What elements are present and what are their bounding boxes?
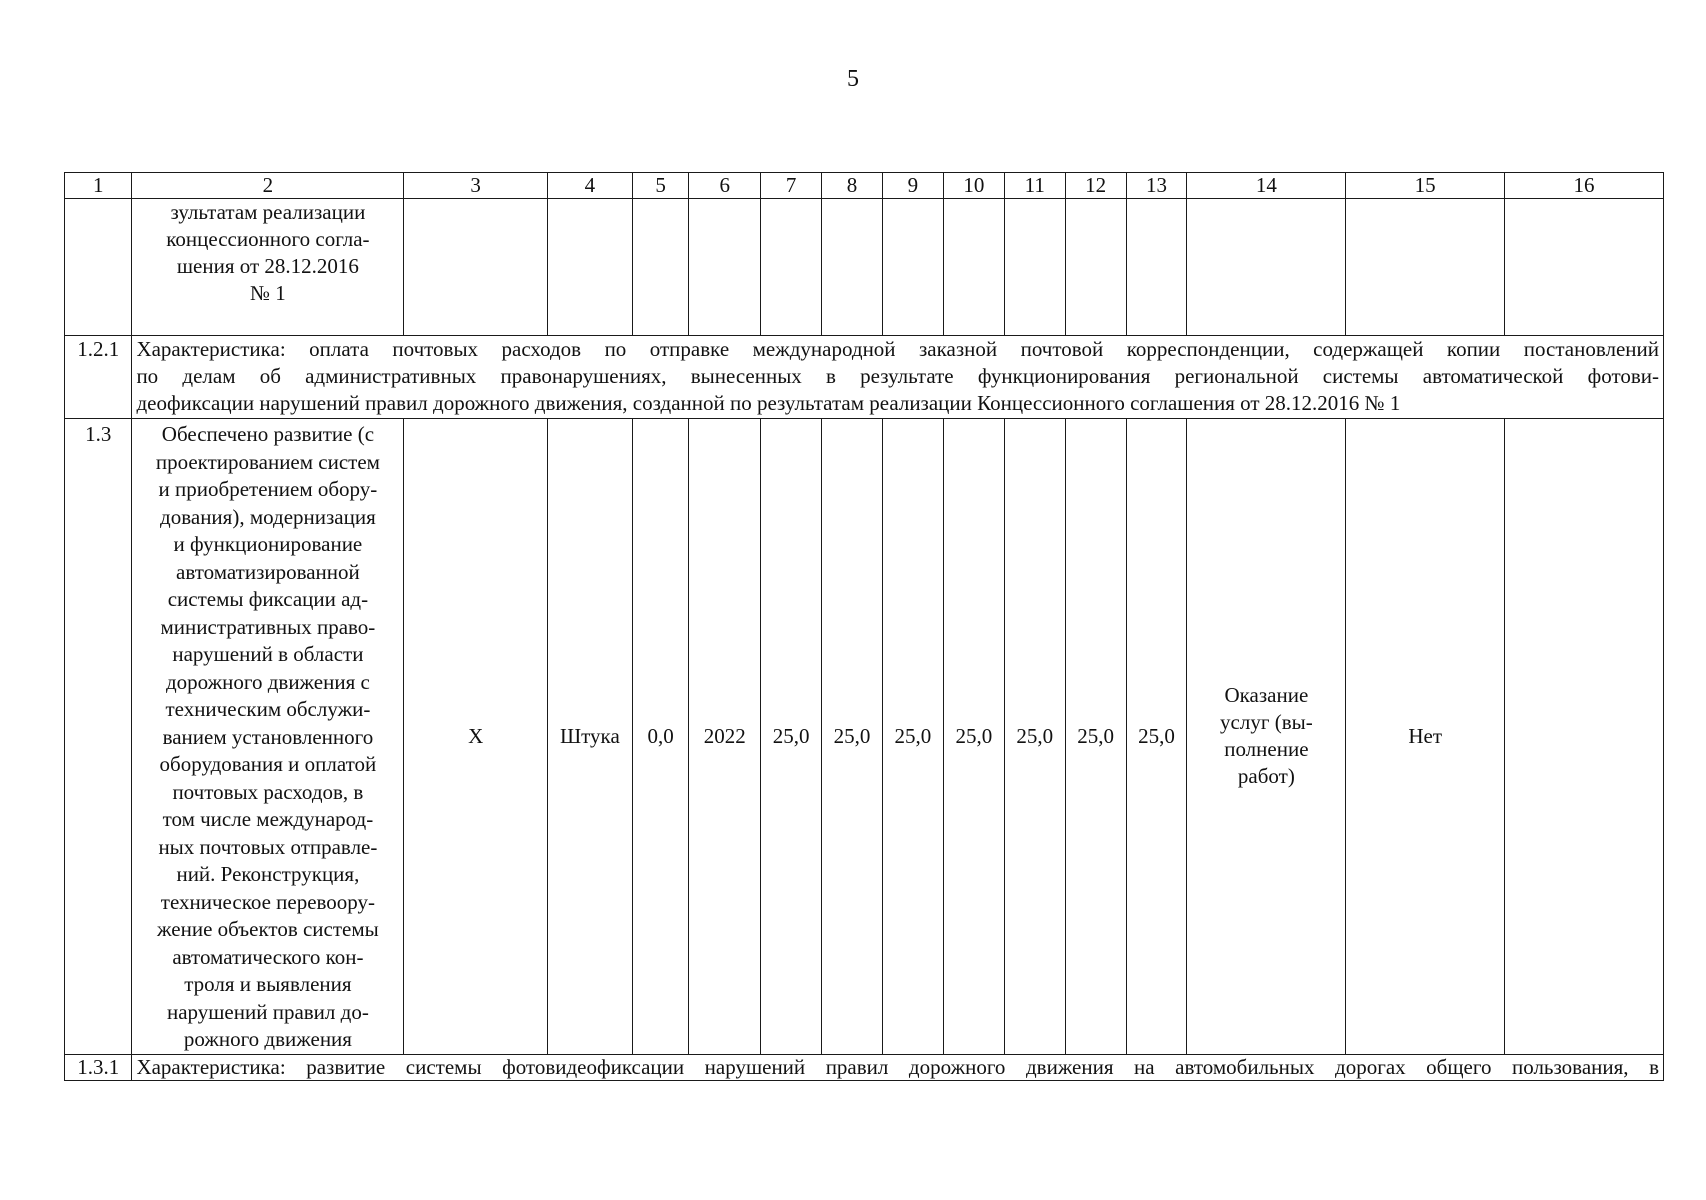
header-row [65,173,1664,199]
column-number: 2 [132,173,404,199]
type-cell: Оказание услуг (вы- полнение работ) [1187,419,1346,1055]
value-cell: 25,0 [882,419,943,1055]
empty-cell [882,199,943,336]
column-number: 16 [1505,173,1664,199]
column-number: 3 [404,173,548,199]
row-number-cell: 1.3.1 [65,1054,132,1080]
value-cell: 25,0 [761,419,822,1055]
empty-cell [689,199,761,336]
column-number: 15 [1346,173,1505,199]
text-line: Характеристика: оплата почтовых расходов по отправке международной заказной почтовой корреспонденции, содержащей копии постановлений [136,337,1659,361]
column-number: 12 [1065,173,1126,199]
row-number-cell: 1.3 [65,419,132,1055]
column-number: 6 [689,173,761,199]
column-number: 11 [1004,173,1065,199]
table-row [65,1054,1664,1080]
value-cell: 25,0 [1126,419,1187,1055]
empty-cell [1505,199,1664,336]
empty-cell [943,199,1004,336]
page-number: 5 [847,66,859,92]
column-number: 1 [65,173,132,199]
empty-cell [1065,199,1126,336]
row-number-cell: 1.2.1 [65,336,132,419]
value-cell: 25,0 [943,419,1004,1055]
empty-cell [1004,199,1065,336]
indicators-table [64,172,1664,1081]
empty-cell [404,199,548,336]
text-line: деофиксации нарушений правил дорожного движения, созданной по результатам реализации Концессионного соглашения от 28.12.2016 № 1 [136,391,1401,415]
description-cell: Обеспечено развитие (с проектированием систем и приобретением обору- дования), модернизация и функционирование автоматизированной системы фиксации ад- министративных право- нарушений в области дорожного движения с техническим обслужи- ванием установленного оборудования и оплатой почтовых расходов, в том числе международ- ных почтовых отправле- ний. Реконструкция, техническое перевоору- жение объектов системы автоматического кон- троля и выявления нарушений правил до- рожного движения [132,419,404,1055]
characteristic-text [132,336,1664,419]
flag-cell: Нет [1346,419,1505,1055]
row-number-cell [65,199,132,336]
empty-cell [822,199,883,336]
value-cell: 25,0 [822,419,883,1055]
table-row [65,336,1664,419]
empty-cell [632,199,689,336]
column-number: 8 [822,173,883,199]
column-number: 13 [1126,173,1187,199]
base-value-cell: 0,0 [632,419,689,1055]
column-number: 14 [1187,173,1346,199]
column-number: 9 [882,173,943,199]
column-number: 5 [632,173,689,199]
empty-cell [1126,199,1187,336]
empty-cell [761,199,822,336]
empty-cell [1346,199,1505,336]
column-number: 4 [547,173,632,199]
column-number: 7 [761,173,822,199]
base-year-cell: 2022 [689,419,761,1055]
continuation-text: зультатам реализации концессионного согла- шения от 28.12.2016 № 1 [132,199,404,336]
characteristic-text [132,1054,1664,1080]
table-row [65,199,1664,336]
table-row [65,419,1664,1055]
empty-cell [547,199,632,336]
empty-cell [1505,419,1664,1055]
column-number: 10 [943,173,1004,199]
value-cell: 25,0 [1065,419,1126,1055]
value-cell: 25,0 [1004,419,1065,1055]
empty-cell [1187,199,1346,336]
text-line: Характеристика: развитие системы фотовидеофиксации нарушений правил дорожного движения на автомобильных дорогах общего пользования, в [136,1054,1659,1079]
cell-c3: X [404,419,548,1055]
unit-cell: Штука [547,419,632,1055]
text-line: по делам об административных правонарушениях, вынесенных в результате функционирования региональной системы автоматической фотови- [136,364,1659,388]
